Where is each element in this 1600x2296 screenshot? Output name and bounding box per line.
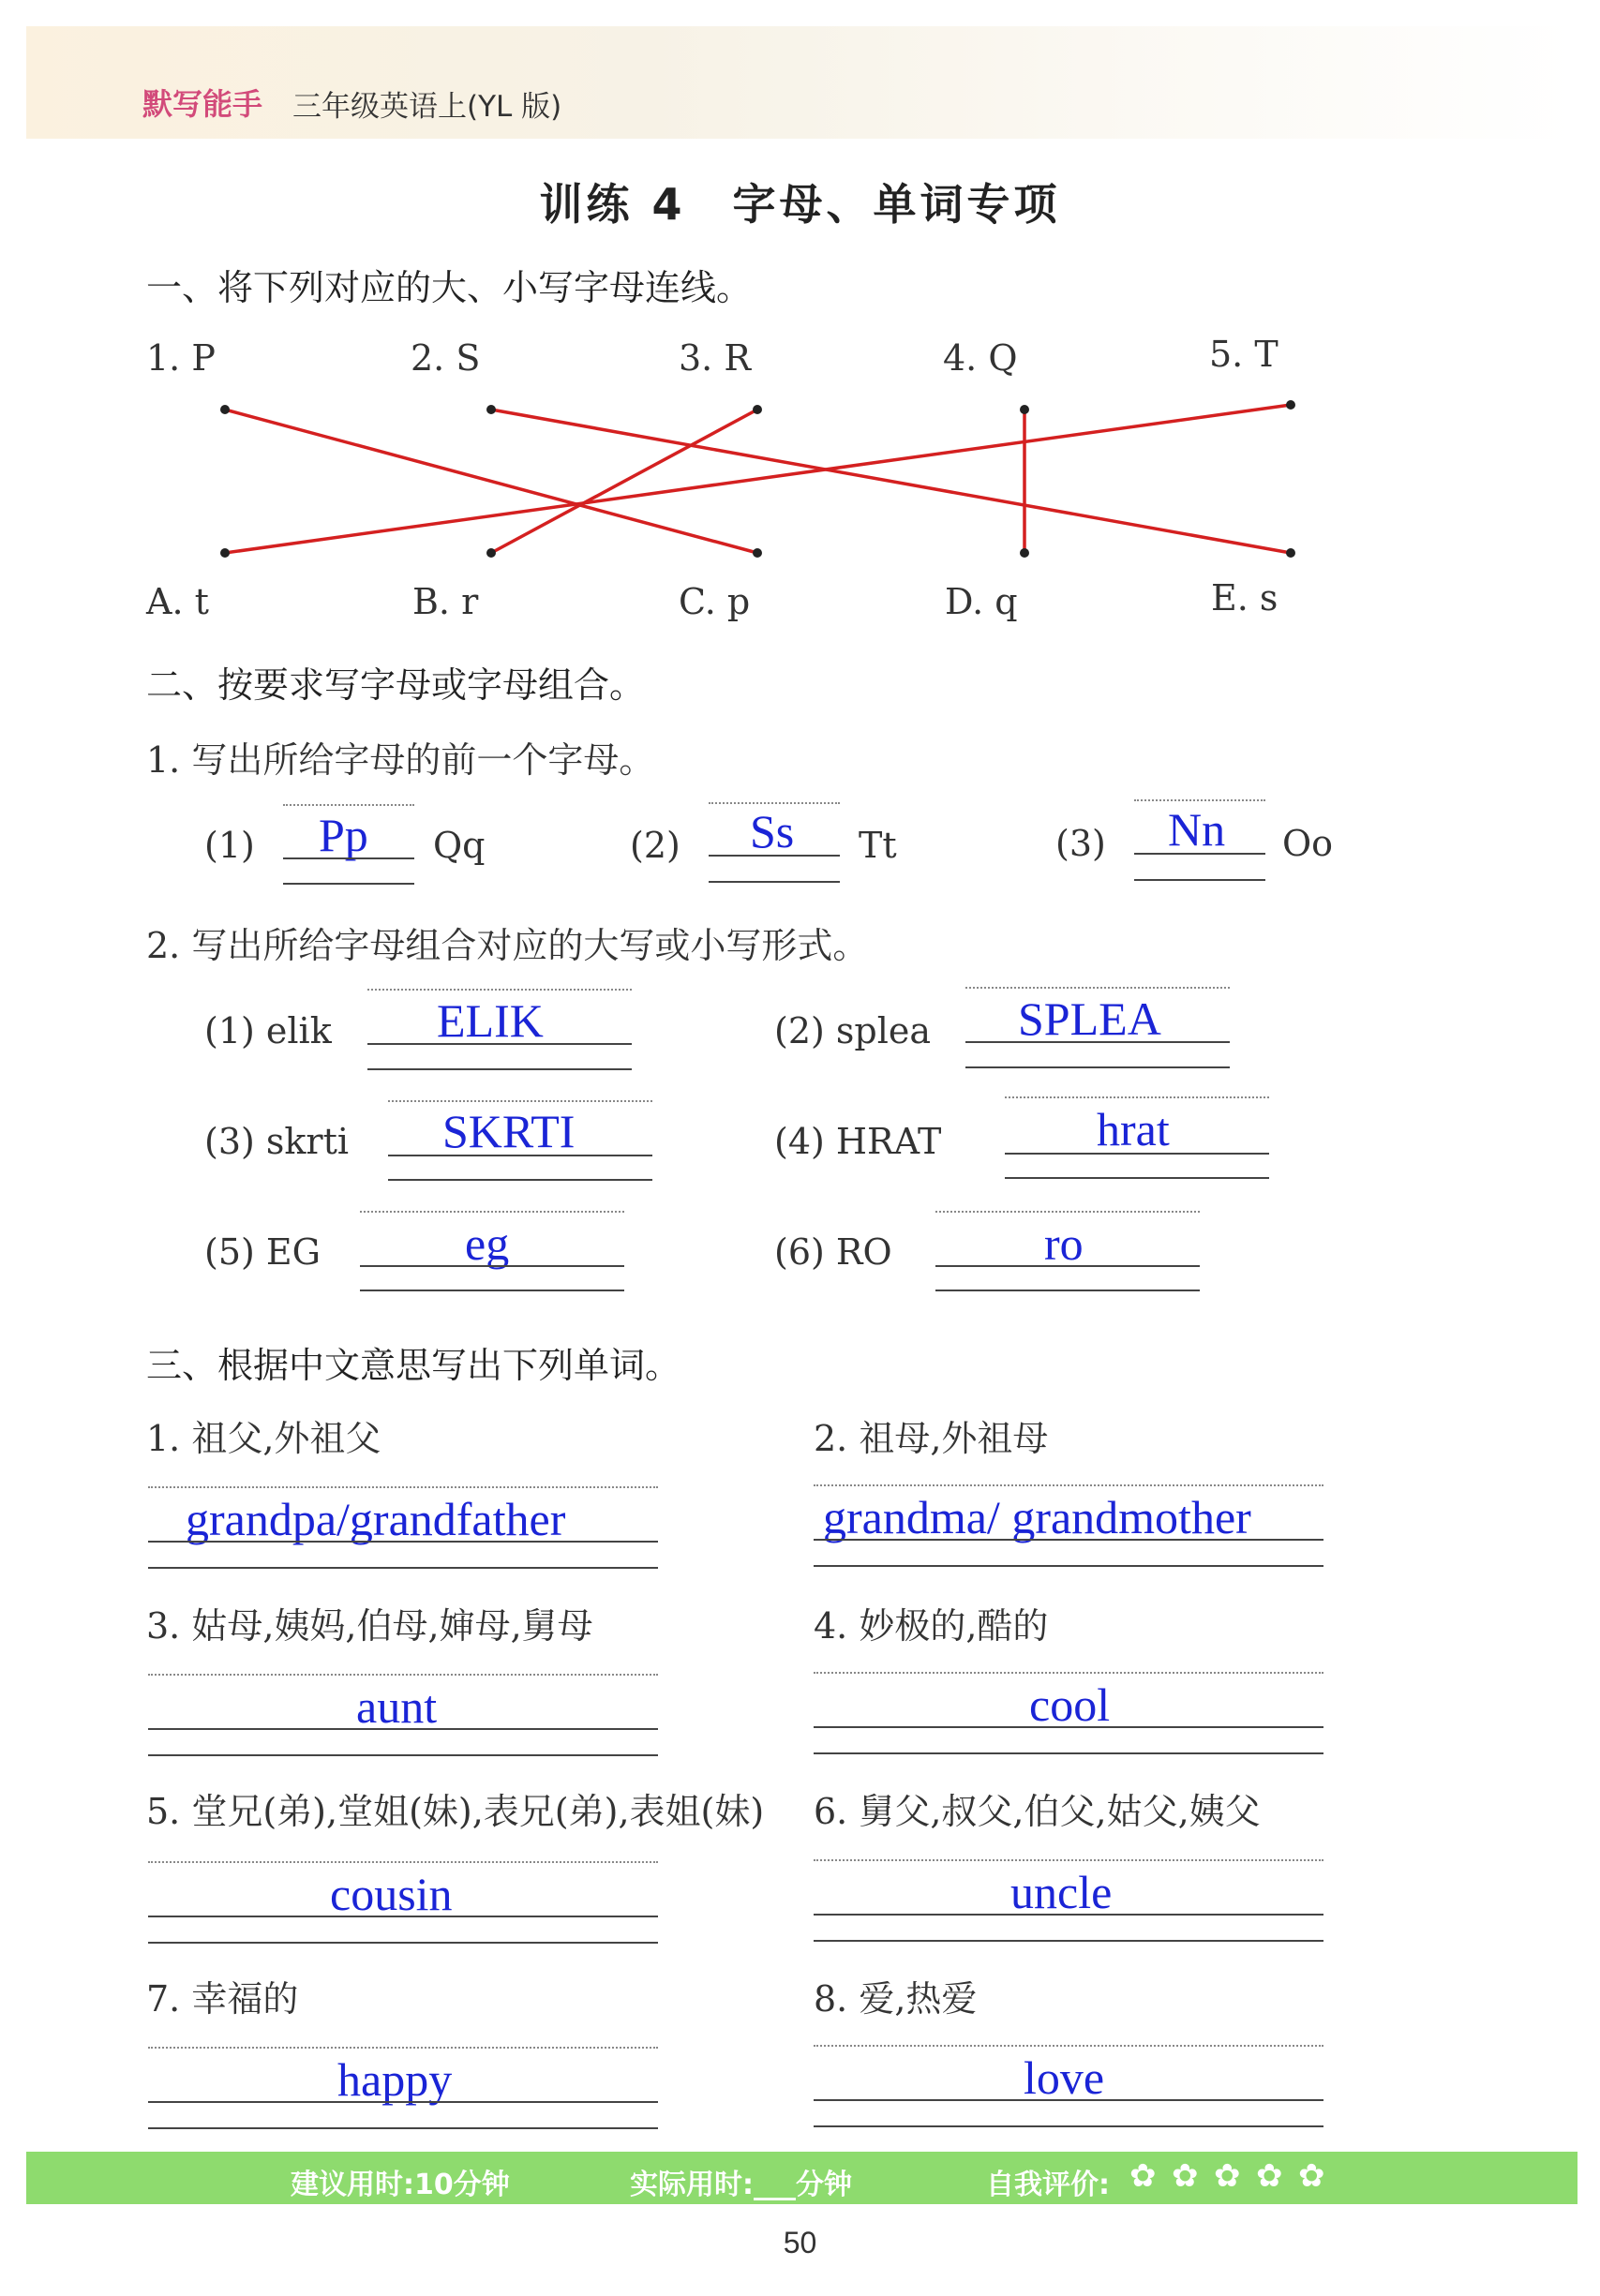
q2-item1-answer: ELIK — [437, 994, 544, 1047]
section3-heading: 三、根据中文意思写出下列单词。 — [146, 1345, 681, 1386]
s3-item5-answer: cousin — [330, 1868, 453, 1920]
s3-item1-prompt: 1. 祖父,外祖父 — [146, 1418, 381, 1459]
q2-item3-label: (3) skrti — [204, 1121, 350, 1162]
flower-icon[interactable]: ✿ — [1256, 2157, 1283, 2195]
q1-item2-given: Tt — [859, 825, 897, 866]
s3-item3-prompt: 3. 姑母,姨妈,伯母,婶母,舅母 — [146, 1605, 593, 1647]
s3-item2-answer: grandma/ grandmother — [823, 1491, 1251, 1543]
q2-item4-answer: hrat — [1097, 1103, 1170, 1155]
q1-item1-given: Qq — [433, 825, 486, 866]
q2-item1-label: (1) elik — [204, 1010, 332, 1051]
flower-icon[interactable]: ✿ — [1298, 2157, 1325, 2195]
match-bottom-e: E. s — [1211, 577, 1279, 619]
q2-item5-answer: eg — [465, 1217, 510, 1270]
match-top-5: 5. T — [1209, 334, 1279, 375]
section1-heading: 一、将下列对应的大、小写字母连线。 — [146, 267, 753, 308]
q2-item3-answer: SKRTI — [442, 1105, 576, 1157]
s3-item8-prompt: 8. 爱,热爱 — [814, 1978, 978, 2020]
q2-item2-label: (2) splea — [774, 1010, 932, 1051]
q2-item6-answer: ro — [1044, 1217, 1084, 1270]
self-eval-label: 自我评价: — [986, 2169, 1110, 2201]
q2-item4-label: (4) HRAT — [774, 1121, 942, 1162]
q2-prompt: 2. 写出所给字母组合对应的大写或小写形式。 — [146, 925, 869, 966]
matching-lines — [0, 0, 1600, 656]
q2-item6-label: (6) RO — [774, 1231, 892, 1273]
s3-item4-answer: cool — [1029, 1678, 1111, 1731]
s3-item8-answer: love — [1024, 2051, 1105, 2104]
q1-item2-answer: Ss — [750, 805, 795, 857]
match-top-3: 3. R — [679, 337, 751, 379]
q1-prompt: 1. 写出所给字母的前一个字母。 — [146, 739, 655, 781]
flower-icon[interactable]: ✿ — [1214, 2157, 1241, 2195]
s3-item7-prompt: 7. 幸福的 — [146, 1978, 299, 2020]
book-title: 三年级英语上(YL 版) — [292, 90, 562, 124]
flower-icon[interactable]: ✿ — [1129, 2157, 1157, 2195]
q2-item5-label: (5) EG — [204, 1231, 321, 1273]
page-number: 50 — [783, 2226, 817, 2259]
q1-item3-answer: Nn — [1168, 803, 1226, 856]
s3-item3-answer: aunt — [356, 1680, 438, 1733]
match-top-1: 1. P — [146, 337, 216, 379]
s3-item1-answer: grandpa/grandfather — [186, 1493, 566, 1545]
s3-item6-answer: uncle — [1010, 1866, 1113, 1918]
s3-item5-prompt: 5. 堂兄(弟),堂姐(妹),表兄(弟),表姐(妹) — [146, 1791, 765, 1832]
s3-item4-prompt: 4. 妙极的,酷的 — [814, 1605, 1049, 1647]
actual-time: 实际用时:___分钟 — [630, 2169, 852, 2201]
q1-item3-given: Oo — [1282, 823, 1334, 864]
q1-item1-num: (1) — [204, 825, 255, 866]
match-bottom-d: D. q — [945, 581, 1018, 622]
match-top-2: 2. S — [411, 337, 481, 379]
match-bottom-b: B. r — [412, 581, 479, 622]
q2-item2-answer: SPLEA — [1018, 992, 1161, 1045]
s3-item6-prompt: 6. 舅父,叔父,伯父,姑父,姨父 — [814, 1791, 1261, 1832]
suggested-time: 建议用时:10分钟 — [291, 2169, 510, 2201]
match-bottom-a: A. t — [146, 581, 209, 622]
match-bottom-c: C. p — [679, 581, 751, 622]
q1-item3-num: (3) — [1055, 823, 1106, 864]
brand-title: 默写能手 — [142, 86, 263, 122]
q1-item1-answer: Pp — [319, 809, 368, 861]
q1-item2-num: (2) — [630, 825, 680, 866]
s3-item2-prompt: 2. 祖母,外祖母 — [814, 1418, 1049, 1459]
s3-item7-answer: happy — [337, 2053, 453, 2106]
page-title: 训练 4 字母、单词专项 — [539, 179, 1061, 230]
match-top-4: 4. Q — [943, 337, 1018, 379]
section2-heading: 二、按要求写字母或字母组合。 — [146, 664, 646, 706]
flower-icon[interactable]: ✿ — [1172, 2157, 1199, 2195]
